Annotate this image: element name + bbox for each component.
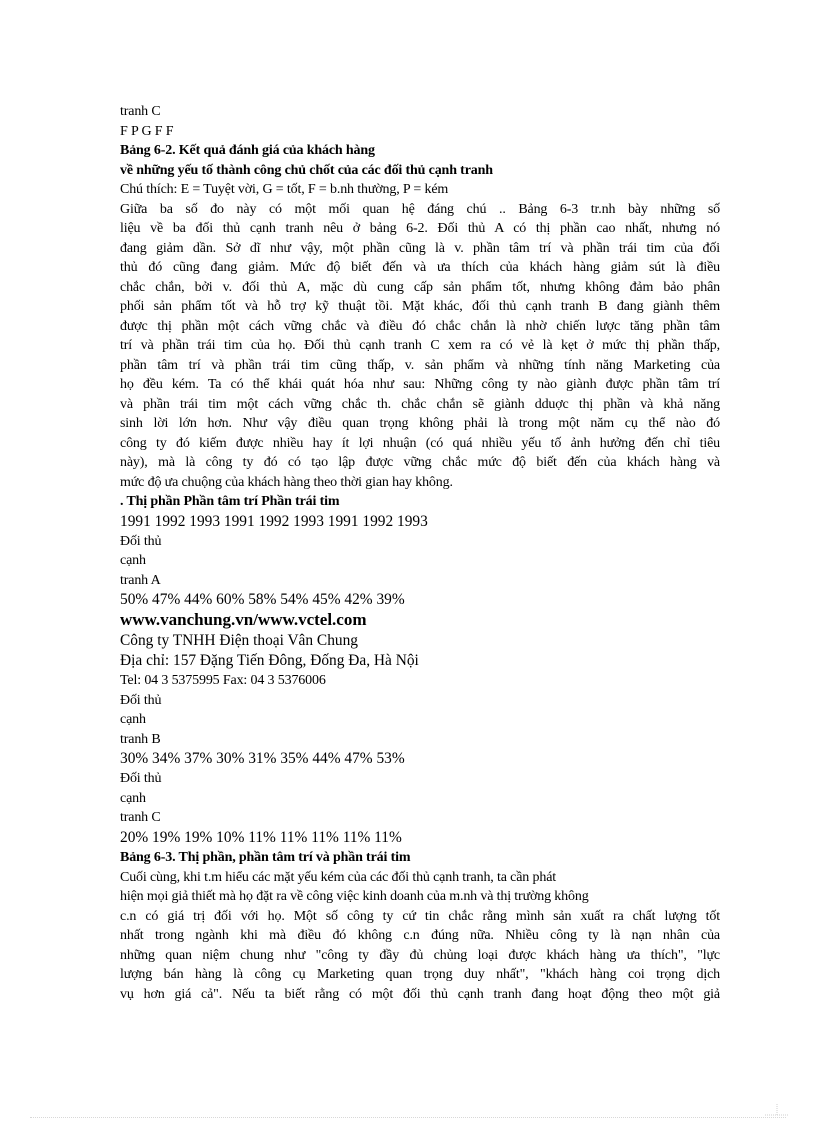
text-line: Đối thủ <box>120 771 162 787</box>
text-line: tranh C <box>120 810 161 826</box>
text-line: những quan niệm chung như "công ty đầy đủ chủng loại được khách hàng ưa thích", "lực <box>120 947 720 963</box>
text-line: Chú thích: E = Tuyệt vời, G = tốt, F = b.nh thường, P = kém <box>120 182 449 197</box>
text-line: phần tâm trí và phần trái tim cũng thấp, v. sản phẩm và những tính năng Marketing của <box>120 357 720 373</box>
text-line: trí và phần trái tim của họ. Đối thủ cạnh tranh C xem ra có vẻ là kẹt ở mức thị phần thấp, <box>120 338 720 353</box>
text-line: và phần trái tim một cách vững chắc th. chắc chắn sẽ giành dduợc thị phần và khả năng <box>120 396 720 412</box>
text-line: công ty đó kiếm được nhiều hay ít lợi nhuận (có quá nhiều yếu tố ảnh hưởng đến chỉ tiêu <box>120 435 720 451</box>
text-line: www.vanchung.vn/www.vctel.com <box>120 610 367 630</box>
text-line: lượng bán hàng là công cụ Marketing quan trọng duy nhất", "khách hàng coi trọng dịch <box>120 967 720 983</box>
text-line: nhất trong ngành khi mà điều đó không c.n đúng nữa. Nhiều công ty là nạn nhân của <box>120 928 720 944</box>
text-line: vụ hơn giá cả". Nếu ta biết rằng có một đối thủ cạnh tranh đang hoạt động theo một giả <box>120 986 720 1002</box>
text-line: Bảng 6-3. Thị phần, phần tâm trí và phần trái tim <box>120 850 411 866</box>
text-line: Cuối cùng, khi t.m hiểu các mặt yếu kém của các đối thủ cạnh tranh, ta cần phát <box>120 869 556 885</box>
text-line: tranh A <box>120 572 161 588</box>
text-line: 1991 1992 1993 1991 1992 1993 1991 1992 1993 <box>120 512 428 530</box>
text-line: về những yếu tố thành công chủ chốt của các đối thủ cạnh tranh <box>120 162 493 178</box>
page-corner-mark <box>765 1104 789 1116</box>
text-line: họ đều kém. Ta có thể khái quát hóa như sau: Những công ty nào giành được phần tâm trí <box>120 377 720 392</box>
text-line: Đối thủ <box>120 692 162 708</box>
text-line: mức độ ưa chuộng của khách hàng theo thời gian hay không. <box>120 474 453 490</box>
text-line: thủ đó cũng đang giảm. Mức độ biết đến và ưa thích của khách hàng giảm sút là điều <box>120 260 720 275</box>
text-line: 30% 34% 37% 30% 31% 35% 44% 47% 53% <box>120 750 405 768</box>
text-line: tranh B <box>120 731 161 747</box>
text-line: liệu về ba đối thủ cạnh tranh nêu ở bảng 6-2. Đối thủ A có thị phần cao nhất, nhưng nó <box>120 221 720 236</box>
text-line: hiện mọi giả thiết mà họ đặt ra về công việc kinh doanh của m.nh và thị trường không <box>120 889 589 905</box>
text-line: 20% 19% 19% 10% 11% 11% 11% 11% 11% <box>120 828 402 846</box>
text-line: Tel: 04 3 5375995 Fax: 04 3 5376006 <box>120 673 326 689</box>
text-line: Công ty TNHH Điện thoại Vân Chung <box>120 631 358 649</box>
text-line: cạnh <box>120 790 146 806</box>
text-line: tranh C <box>120 104 161 119</box>
text-line: Đối thủ <box>120 533 162 549</box>
text-line: Bảng 6-2. Kết quả đánh giá của khách hàng <box>120 143 375 158</box>
text-line: này), mà là công ty đó có tạo lập được vững chắc mức độ biết đến của khách hàng và <box>120 455 720 470</box>
document-body <box>120 102 720 1004</box>
text-line: chắc chắn, bởi v. đối thủ A, mặc dù cung cấp sản phẩm tốt, nhưng không đảm bảo phân <box>120 279 720 295</box>
text-line: phối sản phẩm tốt và hỗ trợ kỹ thuật tồi. Mặt khác, đối thủ cạnh tranh B đang giành thêm <box>120 299 720 314</box>
text-line: F P G F F <box>120 123 174 139</box>
text-line: c.n có giá trị đối với họ. Một số công ty cứ tin chắc rằng mình sản xuất ra chất lượng tốt <box>120 908 720 924</box>
text-line: sinh lời lớn hơn. Như vậy điều quan trọng không phải là trong một năm cụ thể nào đó <box>120 416 720 431</box>
text-line: được thị phần một cách vững chắc và điều đó chắc chắn là nhờ chiến lược tăng phần tâm <box>120 318 720 334</box>
text-line: cạnh <box>120 553 146 569</box>
footer-divider <box>30 1117 786 1118</box>
text-line: đang giảm dần. Sở dĩ như vậy, một phần cũng là v. phần tâm trí và phần trái tim của đối <box>120 240 720 256</box>
text-line: Địa chỉ: 157 Đặng Tiến Đông, Đống Đa, Hà Nội <box>120 652 419 670</box>
text-line: 50% 47% 44% 60% 58% 54% 45% 42% 39% <box>120 591 405 609</box>
text-line: Giữa ba số đo này có một mối quan hệ đáng chú .. Bảng 6-3 tr.nh bày những số <box>120 201 720 217</box>
text-line: . Thị phần Phần tâm trí Phần trái tim <box>120 494 340 509</box>
text-line: cạnh <box>120 712 146 728</box>
